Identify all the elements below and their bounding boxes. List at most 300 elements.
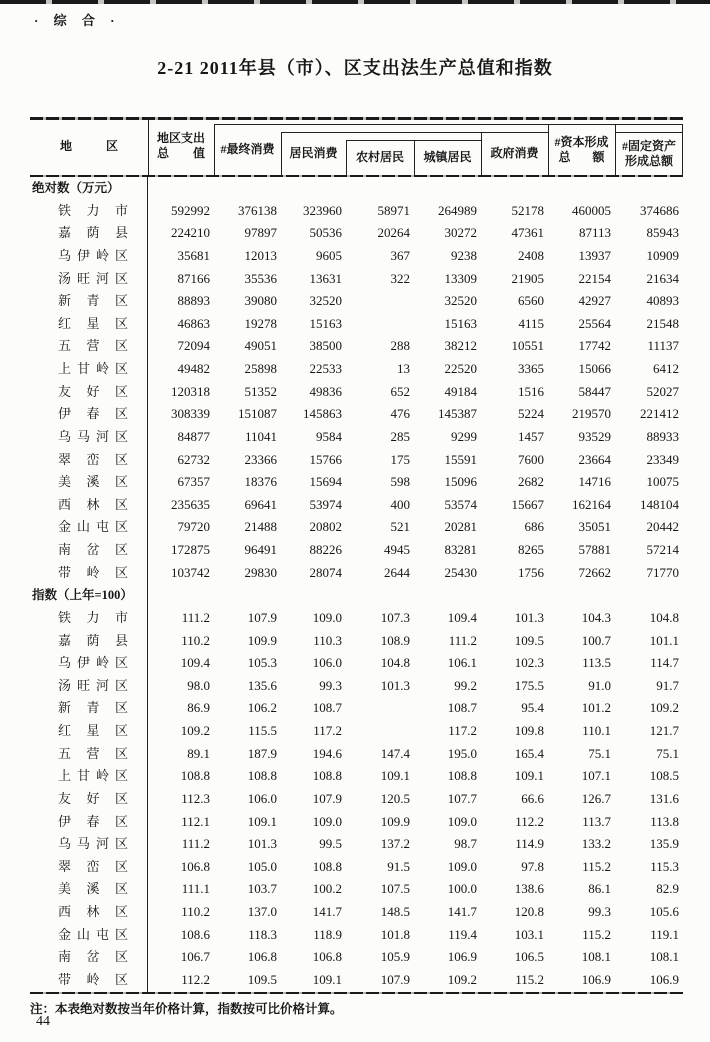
value-cell: 110.3 bbox=[313, 632, 342, 648]
table-row bbox=[30, 403, 683, 426]
value-cell: 106.1 bbox=[447, 655, 477, 671]
value-cell: 113.5 bbox=[582, 655, 611, 671]
value-cell: 88933 bbox=[646, 428, 679, 444]
region-cell bbox=[30, 878, 148, 901]
value-cell: 25430 bbox=[444, 564, 477, 580]
value-cell: 38212 bbox=[444, 338, 477, 354]
value-cell: 35051 bbox=[578, 519, 611, 535]
value-cell: 109.5 bbox=[514, 632, 544, 648]
value-cell: 66.6 bbox=[521, 790, 544, 806]
value-cell: 99.5 bbox=[319, 836, 342, 852]
value-cell: 13309 bbox=[444, 270, 477, 286]
value-cell: 52178 bbox=[511, 202, 544, 218]
value-cell: 101.3 bbox=[380, 677, 410, 693]
region-name: 美溪区 bbox=[58, 881, 128, 897]
region-name: 嘉荫县 bbox=[58, 632, 128, 648]
value-cell: 147.4 bbox=[380, 745, 410, 761]
region-name: 金山屯区 bbox=[58, 519, 128, 535]
value-cell: 79720 bbox=[177, 519, 210, 535]
value-cell: 131.6 bbox=[649, 790, 679, 806]
region-name: 西林区 bbox=[58, 496, 128, 512]
value-cell: 120.5 bbox=[380, 790, 410, 806]
value-cell: 109.2 bbox=[447, 971, 477, 987]
value-cell: 97.8 bbox=[521, 858, 544, 874]
value-cell: 100.0 bbox=[447, 881, 477, 897]
value-cell: 117.2 bbox=[313, 723, 342, 738]
value-cell: 75.1 bbox=[656, 745, 679, 761]
value-cell: 88226 bbox=[309, 542, 342, 557]
region-cell bbox=[30, 358, 148, 381]
table-row bbox=[30, 969, 683, 992]
col-header-final-consumption: #最终消费 bbox=[220, 142, 275, 156]
value-cell: 15766 bbox=[309, 451, 342, 467]
value-cell: 112.2 bbox=[181, 971, 210, 987]
value-cell: 46863 bbox=[177, 315, 210, 331]
region-name: 美溪区 bbox=[58, 474, 128, 490]
value-cell: 103.1 bbox=[514, 926, 544, 942]
section-row bbox=[30, 584, 683, 607]
value-cell: 99.3 bbox=[319, 677, 342, 693]
value-cell: 175.5 bbox=[514, 677, 544, 693]
region-name: 金山屯区 bbox=[58, 926, 128, 942]
region-name: 带岭区 bbox=[58, 564, 128, 580]
table-row bbox=[30, 901, 683, 924]
region-name: 翠峦区 bbox=[58, 451, 128, 467]
value-cell: 71770 bbox=[646, 564, 679, 580]
region-cell bbox=[30, 268, 148, 291]
table-row bbox=[30, 200, 683, 223]
region-cell bbox=[30, 946, 148, 969]
value-cell: 148104 bbox=[640, 496, 679, 512]
value-cell: 111.1 bbox=[181, 881, 210, 897]
value-cell: 112.3 bbox=[181, 790, 210, 806]
page-title: 2-21 2011年县（市）、区支出法生产总值和指数 bbox=[157, 58, 553, 78]
region-name: 带岭区 bbox=[58, 971, 128, 987]
region-name: 南岔区 bbox=[58, 949, 128, 965]
value-cell: 141.7 bbox=[447, 904, 477, 919]
value-cell: 62732 bbox=[177, 451, 210, 467]
value-cell: 141.7 bbox=[312, 904, 342, 919]
value-cell: 87113 bbox=[578, 225, 611, 241]
table-row bbox=[30, 924, 683, 947]
value-cell: 72094 bbox=[177, 338, 210, 354]
region-cell bbox=[30, 901, 148, 924]
value-cell: 23366 bbox=[244, 451, 277, 467]
value-cell: 652 bbox=[390, 383, 410, 399]
value-cell: 9584 bbox=[316, 428, 342, 444]
value-cell: 120318 bbox=[171, 383, 210, 399]
value-cell: 8265 bbox=[518, 542, 544, 557]
value-cell: 112.2 bbox=[515, 813, 544, 829]
region-name: 五营区 bbox=[58, 745, 128, 761]
value-cell: 686 bbox=[524, 519, 544, 535]
value-cell: 221412 bbox=[640, 406, 679, 422]
col-header-household-consumption: 居民消费 bbox=[289, 146, 338, 160]
value-cell: 15694 bbox=[309, 474, 342, 490]
value-cell: 133.2 bbox=[581, 836, 611, 852]
value-cell: 5224 bbox=[518, 406, 544, 422]
value-cell: 592992 bbox=[171, 202, 210, 218]
value-cell: 9299 bbox=[451, 428, 477, 444]
value-cell: 2644 bbox=[384, 564, 410, 580]
table-row bbox=[30, 539, 683, 562]
value-cell: 105.0 bbox=[247, 858, 277, 874]
value-cell: 115.5 bbox=[248, 723, 277, 738]
table-row bbox=[30, 856, 683, 879]
value-cell: 88893 bbox=[177, 293, 210, 309]
value-cell: 2408 bbox=[518, 247, 544, 263]
region-cell bbox=[30, 856, 148, 879]
value-cell: 15163 bbox=[444, 315, 477, 331]
value-cell: 50536 bbox=[309, 225, 342, 241]
region-name: 铁力市 bbox=[58, 202, 128, 218]
value-cell: 376138 bbox=[238, 202, 277, 218]
value-cell: 6412 bbox=[653, 361, 679, 376]
table-row bbox=[30, 335, 683, 358]
value-cell: 109.4 bbox=[180, 655, 210, 671]
value-cell: 21905 bbox=[511, 270, 544, 286]
value-cell: 285 bbox=[390, 428, 410, 444]
table-row bbox=[30, 878, 683, 901]
value-cell: 11041 bbox=[244, 428, 277, 444]
value-cell: 108.6 bbox=[180, 926, 210, 942]
value-cell: 106.9 bbox=[649, 971, 679, 987]
table-row bbox=[30, 788, 683, 811]
value-cell: 103742 bbox=[171, 564, 210, 580]
value-cell: 114.7 bbox=[650, 655, 679, 671]
value-cell: 106.7 bbox=[180, 949, 210, 965]
value-cell: 23664 bbox=[578, 451, 611, 467]
value-cell: 109.0 bbox=[312, 609, 342, 625]
value-cell: 103.7 bbox=[247, 881, 277, 897]
value-cell: 109.1 bbox=[312, 971, 342, 987]
value-cell: 112.1 bbox=[181, 813, 210, 829]
value-cell: 3365 bbox=[518, 361, 544, 376]
value-cell: 13631 bbox=[309, 270, 342, 286]
value-cell: 100.2 bbox=[312, 881, 342, 897]
region-name: 乌伊岭区 bbox=[58, 247, 128, 263]
value-cell: 15066 bbox=[578, 361, 611, 376]
value-cell: 308339 bbox=[171, 406, 210, 422]
value-cell: 20264 bbox=[377, 225, 410, 241]
value-cell: 86.9 bbox=[187, 700, 210, 716]
value-cell: 109.0 bbox=[447, 813, 477, 829]
table-row bbox=[30, 222, 683, 245]
value-cell: 96491 bbox=[244, 542, 277, 557]
region-cell bbox=[30, 426, 148, 449]
value-cell: 10909 bbox=[646, 247, 679, 263]
region-cell bbox=[30, 335, 148, 358]
value-cell: 98.7 bbox=[454, 836, 477, 852]
value-cell: 521 bbox=[390, 519, 410, 535]
col-header-capital-formation: #资本形成 总额 bbox=[554, 134, 609, 164]
table-row bbox=[30, 381, 683, 404]
value-cell: 105.3 bbox=[247, 655, 277, 671]
region-cell bbox=[30, 245, 148, 268]
value-cell: 108.1 bbox=[649, 949, 679, 965]
value-cell: 69641 bbox=[244, 496, 277, 512]
table-row bbox=[30, 652, 683, 675]
table-row bbox=[30, 765, 683, 788]
value-cell: 106.0 bbox=[247, 790, 277, 806]
value-cell: 224210 bbox=[171, 225, 210, 241]
value-cell: 20281 bbox=[444, 519, 477, 535]
value-cell: 367 bbox=[390, 247, 410, 263]
value-cell: 39080 bbox=[244, 293, 277, 309]
value-cell: 15667 bbox=[511, 496, 544, 512]
col-header-fixed-asset-formation: #固定资产 形成总额 bbox=[621, 138, 676, 168]
value-cell: 119.4 bbox=[448, 926, 477, 942]
scan-edge-artifact bbox=[0, 0, 710, 4]
value-cell: 105.6 bbox=[649, 904, 679, 919]
value-cell: 91.0 bbox=[588, 677, 611, 693]
value-cell: 476 bbox=[390, 406, 410, 422]
table-header bbox=[30, 117, 683, 177]
value-cell: 13937 bbox=[578, 247, 611, 263]
value-cell: 58447 bbox=[578, 383, 611, 399]
value-cell: 323960 bbox=[303, 202, 342, 218]
value-cell: 195.0 bbox=[447, 745, 477, 761]
value-cell: 32520 bbox=[444, 293, 477, 309]
value-cell: 98.0 bbox=[187, 677, 210, 693]
value-cell: 119.1 bbox=[650, 926, 679, 942]
value-cell: 108.8 bbox=[312, 768, 342, 784]
value-cell: 84877 bbox=[177, 428, 210, 444]
value-cell: 137.0 bbox=[247, 904, 277, 919]
value-cell: 114.9 bbox=[515, 836, 544, 852]
value-cell: 9605 bbox=[316, 247, 342, 263]
table-row bbox=[30, 313, 683, 336]
region-cell bbox=[30, 720, 148, 743]
value-cell: 21634 bbox=[646, 270, 679, 286]
value-cell: 4945 bbox=[384, 542, 410, 557]
value-cell: 1457 bbox=[518, 428, 544, 444]
value-cell: 151087 bbox=[238, 406, 277, 422]
value-cell: 89.1 bbox=[187, 745, 210, 761]
region-name: 汤旺河区 bbox=[58, 677, 128, 693]
value-cell: 108.8 bbox=[180, 768, 210, 784]
value-cell: 38500 bbox=[309, 338, 342, 354]
value-cell: 17742 bbox=[578, 338, 611, 354]
value-cell: 107.3 bbox=[380, 609, 410, 625]
value-cell: 111.2 bbox=[181, 609, 210, 625]
value-cell: 110.2 bbox=[181, 632, 210, 648]
value-cell: 6560 bbox=[518, 293, 544, 309]
value-cell: 108.1 bbox=[581, 949, 611, 965]
value-cell: 148.5 bbox=[380, 904, 410, 919]
section-label: 指数（上年=100） bbox=[30, 584, 148, 607]
value-cell: 22533 bbox=[309, 361, 342, 376]
region-cell bbox=[30, 675, 148, 698]
value-cell bbox=[346, 720, 414, 743]
value-cell: 75.1 bbox=[588, 745, 611, 761]
value-cell: 175 bbox=[390, 451, 410, 467]
value-cell: 145387 bbox=[438, 406, 477, 422]
value-cell: 135.6 bbox=[247, 677, 277, 693]
value-cell: 53974 bbox=[309, 496, 342, 512]
value-cell: 19278 bbox=[244, 315, 277, 331]
value-cell: 107.9 bbox=[380, 971, 410, 987]
value-cell: 4115 bbox=[518, 315, 544, 331]
value-cell: 28074 bbox=[309, 564, 342, 580]
table-row bbox=[30, 946, 683, 969]
value-cell: 49836 bbox=[309, 383, 342, 399]
value-cell: 115.2 bbox=[515, 971, 544, 987]
value-cell: 105.9 bbox=[380, 949, 410, 965]
value-cell: 109.2 bbox=[649, 700, 679, 716]
region-name: 翠峦区 bbox=[58, 858, 128, 874]
table-row bbox=[30, 358, 683, 381]
value-cell: 42927 bbox=[578, 293, 611, 309]
region-cell bbox=[30, 833, 148, 856]
value-cell: 35536 bbox=[244, 270, 277, 286]
table-row bbox=[30, 268, 683, 291]
value-cell: 29830 bbox=[244, 564, 277, 580]
value-cell: 109.1 bbox=[380, 768, 410, 784]
table-row bbox=[30, 426, 683, 449]
col-header-rural-residents: 农村居民 bbox=[355, 150, 404, 164]
table-bottom-rule bbox=[30, 992, 683, 995]
value-cell: 14716 bbox=[578, 474, 611, 490]
region-cell bbox=[30, 200, 148, 223]
value-cell: 109.1 bbox=[514, 768, 544, 784]
value-cell: 118.9 bbox=[313, 926, 342, 942]
value-cell: 109.0 bbox=[312, 813, 342, 829]
value-cell: 91.7 bbox=[656, 677, 679, 693]
value-cell: 172875 bbox=[171, 542, 210, 557]
table-row bbox=[30, 720, 683, 743]
value-cell: 101.2 bbox=[581, 700, 611, 716]
value-cell: 83281 bbox=[444, 542, 477, 557]
value-cell: 106.2 bbox=[247, 700, 277, 716]
section-corner-label: · 综 合 · bbox=[34, 13, 121, 28]
value-cell: 115.2 bbox=[582, 858, 611, 874]
region-cell bbox=[30, 403, 148, 426]
value-cell: 106.9 bbox=[581, 971, 611, 987]
value-cell: 49482 bbox=[177, 361, 210, 376]
table-row bbox=[30, 743, 683, 766]
value-cell: 25564 bbox=[578, 315, 611, 331]
region-name: 上甘岭区 bbox=[58, 768, 128, 784]
region-name: 红星区 bbox=[58, 315, 128, 331]
value-cell: 20802 bbox=[309, 519, 342, 535]
value-cell: 107.9 bbox=[312, 790, 342, 806]
value-cell: 95.4 bbox=[521, 700, 544, 716]
value-cell: 106.5 bbox=[514, 949, 544, 965]
table-row bbox=[30, 697, 683, 720]
value-cell: 57881 bbox=[578, 542, 611, 557]
value-cell: 110.2 bbox=[181, 904, 210, 919]
value-cell: 106.8 bbox=[312, 949, 342, 965]
value-cell: 111.2 bbox=[448, 632, 477, 648]
value-cell: 11137 bbox=[647, 338, 679, 354]
region-cell bbox=[30, 765, 148, 788]
value-cell: 106.8 bbox=[247, 949, 277, 965]
value-cell: 108.9 bbox=[380, 632, 410, 648]
table-row bbox=[30, 245, 683, 268]
region-name: 伊春区 bbox=[58, 406, 128, 422]
value-cell bbox=[346, 313, 414, 336]
value-cell: 104.3 bbox=[581, 609, 611, 625]
value-cell: 115.3 bbox=[650, 858, 679, 874]
table-row bbox=[30, 630, 683, 653]
region-name: 南岔区 bbox=[58, 542, 128, 557]
value-cell: 57214 bbox=[646, 542, 679, 557]
value-cell: 35681 bbox=[177, 247, 210, 263]
value-cell: 107.1 bbox=[581, 768, 611, 784]
region-name: 友好区 bbox=[58, 790, 128, 806]
region-name: 新青区 bbox=[58, 293, 128, 309]
region-name: 西林区 bbox=[58, 904, 128, 919]
value-cell: 22154 bbox=[578, 270, 611, 286]
table-row bbox=[30, 675, 683, 698]
value-cell: 2682 bbox=[518, 474, 544, 490]
value-cell: 99.3 bbox=[588, 904, 611, 919]
value-cell: 87166 bbox=[177, 270, 210, 286]
region-cell bbox=[30, 743, 148, 766]
table-body bbox=[30, 177, 683, 992]
table-row bbox=[30, 607, 683, 630]
value-cell: 460005 bbox=[572, 202, 611, 218]
value-cell: 1756 bbox=[518, 564, 544, 580]
value-cell: 145863 bbox=[303, 406, 342, 422]
region-name: 红星区 bbox=[58, 723, 128, 738]
table-row bbox=[30, 290, 683, 313]
value-cell: 115.2 bbox=[582, 926, 611, 942]
value-cell: 1516 bbox=[518, 383, 544, 399]
region-cell bbox=[30, 449, 148, 472]
value-cell: 138.6 bbox=[514, 881, 544, 897]
value-cell: 10075 bbox=[646, 474, 679, 490]
value-cell: 113.8 bbox=[650, 813, 679, 829]
region-cell bbox=[30, 652, 148, 675]
col-header-government-consumption: 政府消费 bbox=[490, 146, 539, 160]
value-cell: 126.7 bbox=[581, 790, 611, 806]
value-cell: 15096 bbox=[444, 474, 477, 490]
value-cell: 7600 bbox=[518, 451, 544, 467]
value-cell: 118.3 bbox=[248, 926, 277, 942]
value-cell: 22520 bbox=[444, 361, 477, 376]
region-name: 汤旺河区 bbox=[58, 270, 128, 286]
value-cell: 235635 bbox=[171, 496, 210, 512]
value-cell: 598 bbox=[390, 474, 410, 490]
value-cell: 120.8 bbox=[514, 904, 544, 919]
value-cell: 109.1 bbox=[247, 813, 277, 829]
value-cell: 13 bbox=[397, 361, 410, 376]
region-name: 乌马河区 bbox=[58, 428, 128, 444]
table-footnote: 注：本表绝对数按当年价格计算，指数按可比价格计算。 bbox=[30, 1002, 343, 1016]
value-cell: 49051 bbox=[244, 338, 277, 354]
region-name: 五营区 bbox=[58, 338, 128, 354]
value-cell: 109.4 bbox=[447, 609, 477, 625]
table-row bbox=[30, 494, 683, 517]
value-cell: 109.9 bbox=[380, 813, 410, 829]
value-cell: 109.9 bbox=[247, 632, 277, 648]
section-label: 绝对数（万元） bbox=[30, 177, 148, 200]
table-row bbox=[30, 833, 683, 856]
region-cell bbox=[30, 697, 148, 720]
value-cell: 102.3 bbox=[514, 655, 544, 671]
region-cell bbox=[30, 562, 148, 585]
region-name: 铁力市 bbox=[58, 609, 128, 625]
value-cell: 30272 bbox=[444, 225, 477, 241]
value-cell: 113.7 bbox=[582, 813, 611, 829]
page-number: 44 bbox=[36, 1014, 50, 1029]
value-cell: 91.5 bbox=[387, 858, 410, 874]
col-header-urban-residents: 城镇居民 bbox=[423, 150, 472, 164]
region-name: 乌伊岭区 bbox=[58, 655, 128, 671]
value-cell: 101.8 bbox=[380, 926, 410, 942]
